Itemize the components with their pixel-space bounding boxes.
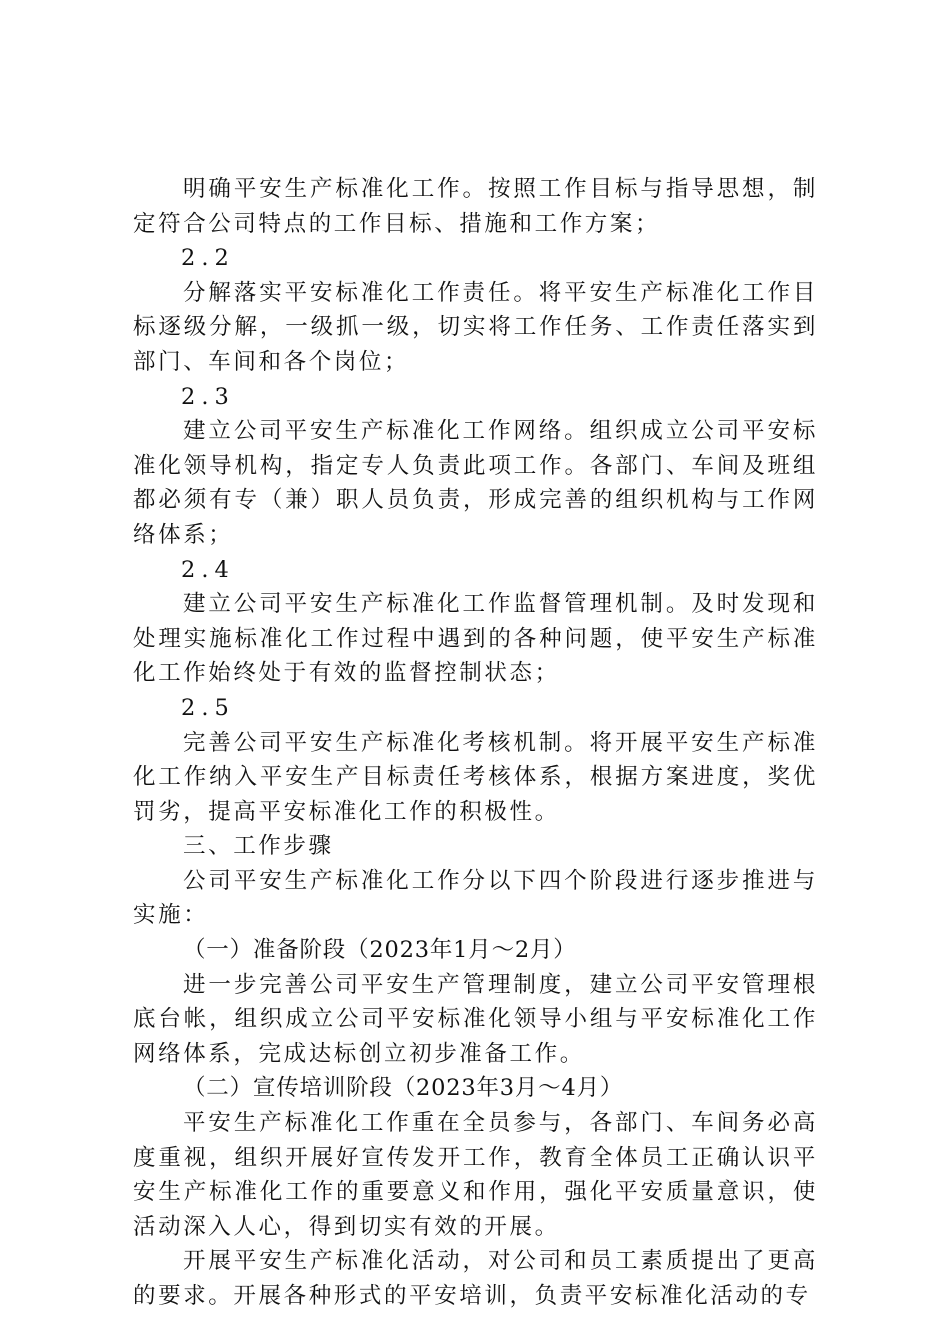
section-number-2-4: 2.4 [181,556,235,583]
paragraph-preparation: 进一步完善公司平安生产管理制度，建立公司平安管理根底台帐，组织成立公司平安标准化领导小组与平安标准化工作网络体系，完成达标创立初步准备工作。 [133,971,818,1067]
subheading-training-stage: （二）宣传培训阶段（2023年3月～4月） [183,1075,624,1102]
paragraph-training: 平安生产标准化工作重在全员参与，各部门、车间务必高度重视，组织开展好宣传发开工作，教育全体员工正确认识平安生产标准化工作的重要意义和作用，强化平安质量意识，使活动深入人心，得到切实有效的开展。 [133,1110,818,1240]
section-number-2-5: 2.5 [181,694,235,721]
section-number-2-2: 2.2 [181,245,235,272]
section-number-2-3: 2.3 [181,383,235,410]
paragraph-task-3: 建立公司平安生产标准化工作网络。组织成立公司平安标准化领导机构，指定专人负责此项工作。各部门、车间及班组都必须有专（兼）职人员负责，形成完善的组织机构与工作网络体系； [133,418,818,548]
section-heading-work-steps: 三、工作步骤 [183,833,334,860]
document-body [133,172,818,1314]
paragraph-steps-intro: 公司平安生产标准化工作分以下四个阶段进行逐步推进与实施： [133,867,818,929]
subheading-preparation-stage: （一）准备阶段（2023年1月～2月） [183,937,577,964]
paragraph-task-4: 建立公司平安生产标准化工作监督管理机制。及时发现和处理实施标准化工作过程中遇到的各种问题，使平安生产标准化工作始终处于有效的监督控制状态； [133,591,818,687]
paragraph-task-2: 分解落实平安标准化工作责任。将平安生产标准化工作目标逐级分解，一级抓一级，切实将工作任务、工作责任落实到部门、车间和各个岗位； [133,279,818,375]
paragraph-task-1: 明确平安生产标准化工作。按照工作目标与指导思想，制定符合公司特点的工作目标、措施和工作方案； [133,176,818,237]
paragraph-training-requirements: 开展平安生产标准化活动，对公司和员工素质提出了更高的要求。开展各种形式的平安培训，负责平安标准化活动的专 [133,1248,818,1309]
paragraph-task-5: 完善公司平安生产标准化考核机制。将开展平安生产标准化工作纳入平安生产目标责任考核体系，根据方案进度，奖优罚劣，提高平安标准化工作的积极性。 [133,729,818,825]
